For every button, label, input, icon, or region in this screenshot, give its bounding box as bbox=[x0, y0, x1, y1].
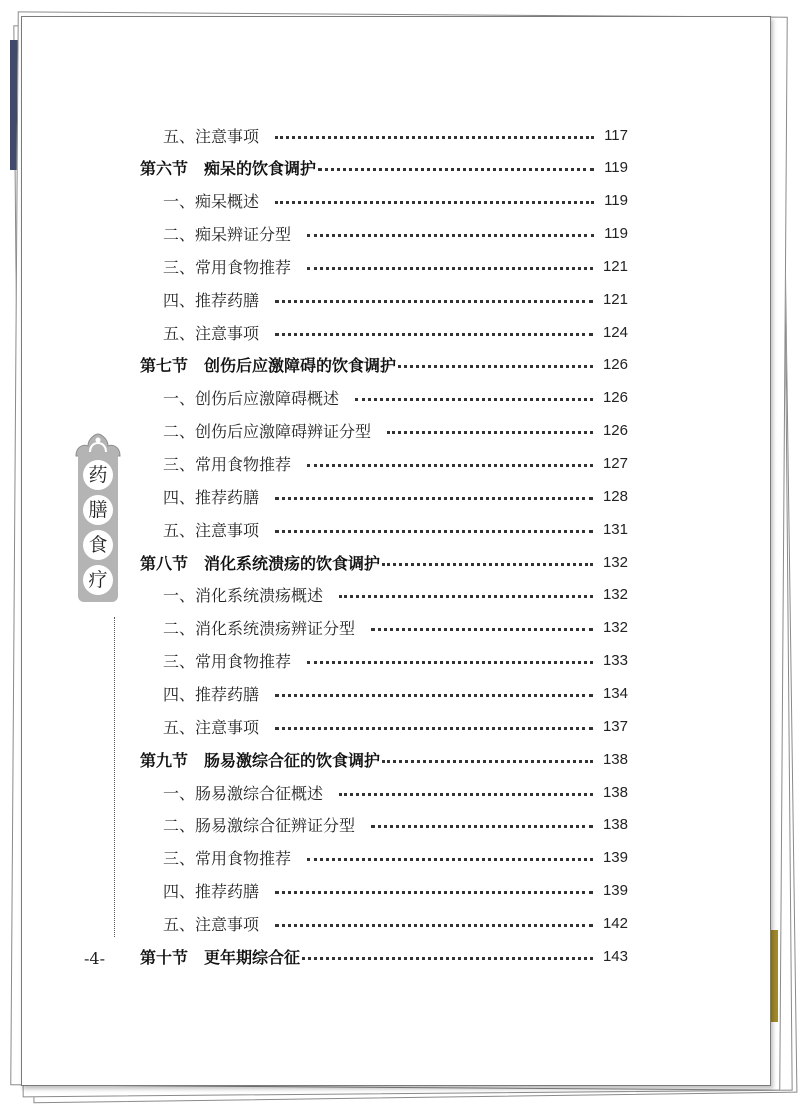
toc-entry-label: 一、肠易激综合征概述 bbox=[163, 783, 324, 803]
side-title-char: 膳 bbox=[83, 495, 113, 525]
toc-entry-page-number: 132 bbox=[602, 619, 628, 637]
toc-entry-label: 二、肠易激综合征辨证分型 bbox=[163, 816, 356, 836]
toc-entry-label: 二、痴呆辨证分型 bbox=[163, 225, 292, 245]
dot-leader bbox=[318, 168, 594, 171]
toc-entry-page-number: 126 bbox=[602, 389, 628, 407]
toc-subsection-entry[interactable] bbox=[163, 188, 628, 214]
dot-leader bbox=[307, 464, 593, 467]
toc-subsection-entry[interactable] bbox=[163, 779, 628, 805]
toc-section-entry[interactable] bbox=[140, 549, 628, 575]
toc-entry-page-number: 121 bbox=[602, 290, 628, 308]
toc-entry-page-number: 142 bbox=[602, 914, 628, 932]
toc-entry-label: 一、创伤后应激障碍概述 bbox=[163, 389, 340, 409]
toc-subsection-entry[interactable] bbox=[163, 910, 628, 936]
toc-subsection-entry[interactable] bbox=[163, 418, 628, 444]
toc-entry-page-number: 138 bbox=[602, 783, 628, 801]
dot-leader bbox=[302, 957, 593, 960]
toc-entry-page-number: 126 bbox=[602, 422, 628, 440]
dot-leader bbox=[275, 136, 594, 139]
toc-entry-page-number: 137 bbox=[602, 717, 628, 735]
dot-leader bbox=[371, 628, 593, 631]
toc-entry-label: 第九节 肠易激综合征的饮食调护 bbox=[140, 750, 381, 770]
toc-entry-label: 三、常用食物推荐 bbox=[163, 257, 292, 277]
toc-entry-page-number: 138 bbox=[602, 750, 628, 768]
toc-entry-page-number: 138 bbox=[602, 816, 628, 834]
toc-subsection-entry[interactable] bbox=[163, 483, 628, 509]
toc-entry-label: 四、推荐药膳 bbox=[163, 882, 260, 902]
toc-entry-label: 第七节 创伤后应激障碍的饮食调护 bbox=[140, 356, 397, 376]
side-title-char: 药 bbox=[83, 460, 113, 490]
dot-leader bbox=[371, 825, 593, 828]
toc-entry-label: 五、注意事项 bbox=[163, 520, 260, 540]
dot-leader bbox=[398, 365, 593, 368]
toc-section-entry[interactable] bbox=[140, 746, 628, 772]
side-title-char: 食 bbox=[83, 530, 113, 560]
toc-entry-label: 一、消化系统溃疡概述 bbox=[163, 586, 324, 606]
toc-subsection-entry[interactable] bbox=[163, 286, 628, 312]
toc-entry-page-number: 124 bbox=[602, 323, 628, 341]
toc-page bbox=[21, 16, 771, 1086]
toc-section-entry[interactable] bbox=[140, 352, 628, 378]
toc-subsection-entry[interactable] bbox=[163, 812, 628, 838]
toc-subsection-entry[interactable] bbox=[163, 385, 628, 411]
toc-subsection-entry[interactable] bbox=[163, 713, 628, 739]
toc-entry-page-number: 127 bbox=[602, 455, 628, 472]
toc-entry-page-number: 143 bbox=[602, 947, 628, 965]
toc-entry-label: 五、注意事项 bbox=[163, 126, 260, 146]
toc-entry-page-number: 126 bbox=[602, 356, 628, 374]
toc-subsection-entry[interactable] bbox=[163, 615, 628, 641]
toc-subsection-entry[interactable] bbox=[163, 451, 628, 477]
toc-subsection-entry[interactable] bbox=[163, 648, 628, 674]
toc-entry-page-number: 119 bbox=[604, 225, 628, 243]
toc-entry-label: 四、推荐药膳 bbox=[163, 290, 260, 310]
toc-subsection-entry[interactable] bbox=[163, 582, 628, 608]
toc-entry-label: 一、痴呆概述 bbox=[163, 192, 260, 212]
dot-leader bbox=[382, 563, 593, 566]
toc-entry-label: 五、注意事项 bbox=[163, 717, 260, 737]
toc-entry-label: 三、常用食物推荐 bbox=[163, 455, 292, 474]
toc-entry-label: 四、推荐药膳 bbox=[163, 487, 260, 507]
dot-leader bbox=[275, 891, 593, 894]
dot-leader bbox=[307, 234, 594, 237]
toc-subsection-entry[interactable] bbox=[163, 221, 628, 247]
dot-leader bbox=[307, 267, 593, 270]
toc-entry-page-number: 133 bbox=[602, 652, 628, 670]
toc-subsection-entry[interactable] bbox=[163, 122, 628, 148]
toc-subsection-entry[interactable] bbox=[163, 319, 628, 345]
toc-entry-page-number: 119 bbox=[604, 159, 628, 177]
dot-leader bbox=[382, 760, 593, 763]
toc-entry-page-number: 139 bbox=[602, 882, 628, 900]
toc-entry-page-number: 139 bbox=[602, 849, 628, 867]
toc-entry-label: 三、常用食物推荐 bbox=[163, 652, 292, 672]
toc-entry-page-number: 117 bbox=[604, 126, 628, 144]
toc-entry-label: 五、注意事项 bbox=[163, 914, 260, 934]
toc-entry-page-number: 132 bbox=[602, 586, 628, 604]
dot-leader bbox=[307, 858, 593, 861]
toc-entry-label: 四、推荐药膳 bbox=[163, 684, 260, 704]
dot-leader bbox=[387, 431, 593, 434]
toc-entry-label: 第八节 消化系统溃疡的饮食调护 bbox=[140, 553, 381, 573]
dot-leader bbox=[275, 497, 593, 500]
dot-leader bbox=[275, 727, 593, 730]
toc-entry-label: 二、创伤后应激障碍辨证分型 bbox=[163, 422, 372, 442]
toc-entry-page-number: 121 bbox=[602, 257, 628, 275]
dot-leader bbox=[275, 530, 593, 533]
toc-entry-label: 第十节 更年期综合征 bbox=[140, 947, 301, 967]
toc-subsection-entry[interactable] bbox=[163, 845, 628, 871]
dot-leader bbox=[307, 661, 593, 664]
toc-entry-label: 第六节 痴呆的饮食调护 bbox=[140, 159, 317, 179]
toc-entry-label: 二、消化系统溃疡辨证分型 bbox=[163, 619, 356, 639]
dot-leader bbox=[275, 201, 594, 204]
dot-leader bbox=[275, 300, 593, 303]
page-number: -4- bbox=[84, 949, 105, 968]
toc-entry-label: 五、注意事项 bbox=[163, 323, 260, 343]
toc-subsection-entry[interactable] bbox=[163, 516, 628, 542]
toc-entry-label: 三、常用食物推荐 bbox=[163, 849, 292, 869]
dot-leader bbox=[275, 694, 593, 697]
side-title-char: 疗 bbox=[83, 565, 113, 595]
book-edge-accent bbox=[770, 930, 778, 1022]
toc-entry-page-number: 128 bbox=[602, 487, 628, 505]
toc-entry-page-number: 134 bbox=[602, 684, 628, 702]
toc-entry-page-number: 132 bbox=[602, 553, 628, 571]
toc-subsection-entry[interactable] bbox=[163, 253, 628, 279]
toc-section-entry[interactable] bbox=[140, 155, 628, 181]
dot-leader bbox=[355, 398, 593, 401]
toc-entry-page-number: 119 bbox=[604, 192, 628, 210]
toc-section-entry[interactable] bbox=[140, 943, 628, 969]
dot-leader bbox=[275, 333, 593, 336]
dot-leader bbox=[275, 924, 593, 927]
dot-leader bbox=[339, 793, 593, 796]
dot-leader bbox=[339, 595, 593, 598]
table-of-contents bbox=[22, 17, 770, 1085]
toc-subsection-entry[interactable] bbox=[163, 878, 628, 904]
toc-entry-page-number: 131 bbox=[602, 520, 628, 538]
toc-subsection-entry[interactable] bbox=[163, 680, 628, 706]
